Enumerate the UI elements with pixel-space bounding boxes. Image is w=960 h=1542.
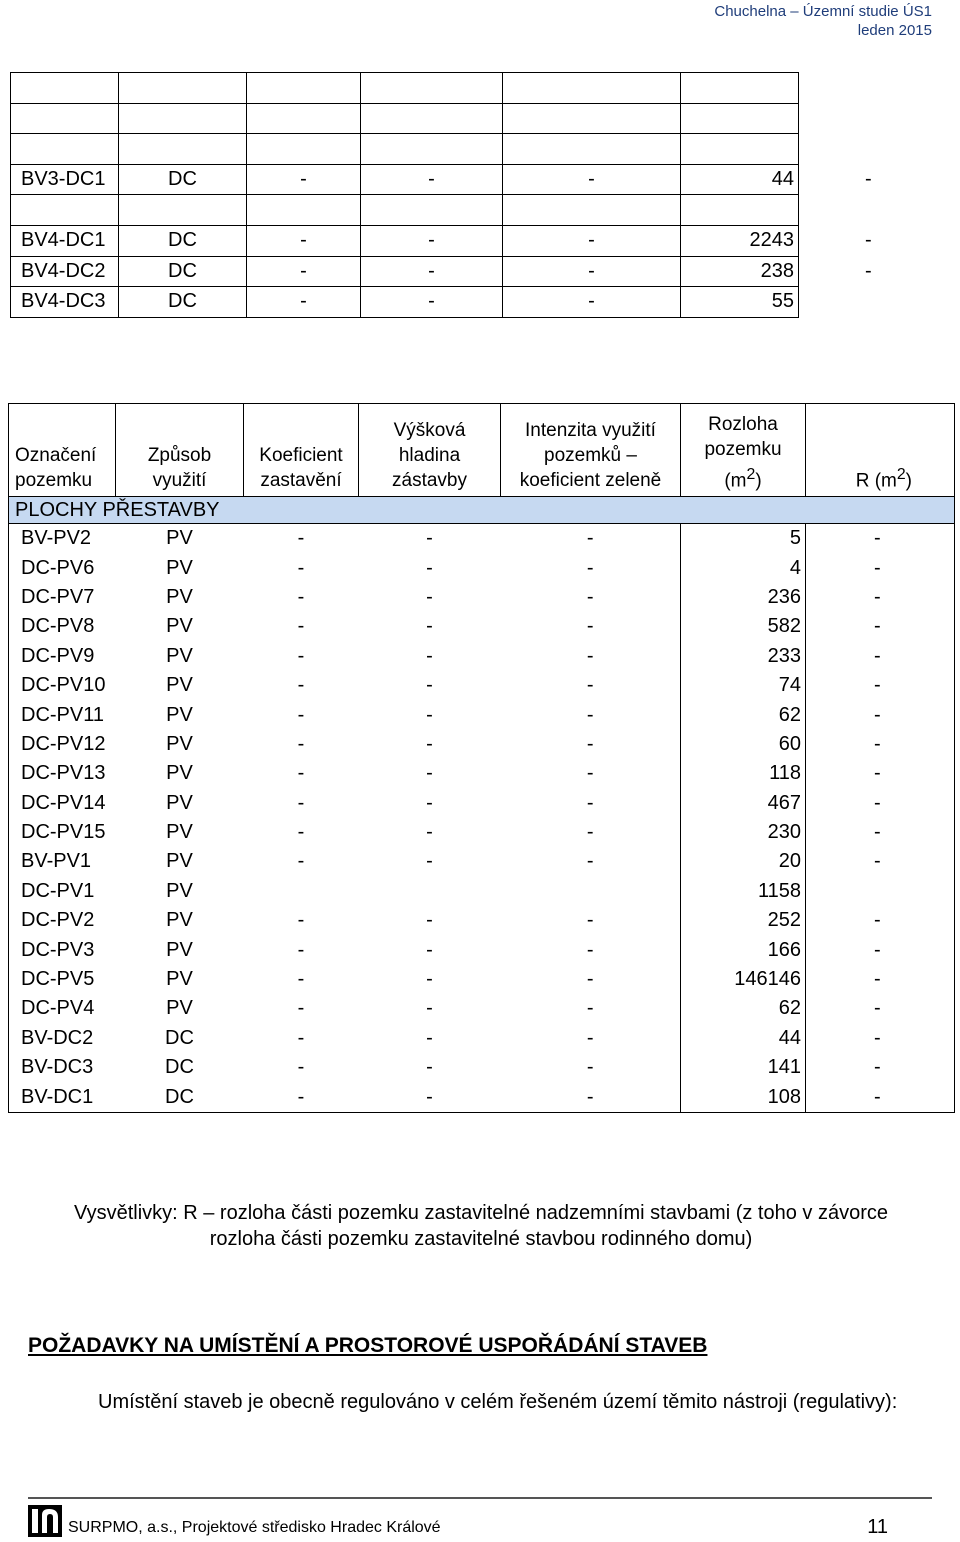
- cell-area: 4: [681, 553, 806, 582]
- page-number: 11: [867, 1516, 888, 1538]
- section-row: [9, 497, 955, 524]
- header-area-sup: 2: [746, 465, 756, 483]
- cell-r: -: [806, 1053, 955, 1082]
- paragraph-text: Umístění staveb je obecně regulováno v celém řešeném území těmito nástroji (regulativy):: [98, 1391, 898, 1413]
- header-height: Výšková hladina zástavby: [359, 404, 501, 497]
- cell-use: PV: [166, 703, 193, 726]
- header-area-label: Rozloha pozemku: [704, 413, 782, 460]
- cell-coef: -: [297, 791, 305, 814]
- cell-code: BV4-DC2: [11, 256, 119, 287]
- cell-height: -: [426, 968, 433, 991]
- cell-r: -: [806, 612, 955, 641]
- cell-r: [799, 73, 948, 104]
- cell-coef: -: [297, 968, 305, 991]
- cell-code: DC-PV2: [9, 906, 116, 935]
- header-code: Označení pozemku: [9, 404, 116, 497]
- cell-code: DC-PV13: [9, 759, 116, 788]
- footer-organization: SURPMO, a.s., Projektové středisko Hradec Králové: [68, 1519, 441, 1536]
- table-row: [9, 789, 955, 818]
- cell-code: BV-PV1: [9, 847, 116, 876]
- cell-height: -: [361, 287, 503, 318]
- cell-coef: -: [247, 225, 361, 256]
- table-row: [9, 965, 955, 994]
- cell-r: -: [806, 642, 955, 671]
- top-plots-table: [10, 72, 948, 318]
- cell-intensity: [503, 103, 681, 134]
- table-row: [11, 256, 948, 287]
- cell-r: -: [806, 994, 955, 1023]
- cell-coef: -: [297, 821, 305, 844]
- cell-coef: [247, 134, 361, 165]
- table-header-row: [9, 404, 955, 497]
- cell-use: PV: [166, 879, 193, 902]
- cell-code: DC-PV11: [9, 700, 116, 729]
- cell-r: -: [865, 259, 872, 282]
- cell-code: [11, 73, 119, 104]
- cell-code: DC-PV6: [9, 553, 116, 582]
- cell-coef: -: [297, 732, 305, 755]
- cell-area: 146146: [681, 965, 806, 994]
- table-row: [11, 195, 948, 226]
- legend-line-2: rozloha části pozemku zastavitelné stavbou rodinného domu): [209, 1228, 753, 1250]
- cell-area: 62: [681, 700, 806, 729]
- cell-height: -: [426, 527, 433, 550]
- cell-code: DC-PV10: [9, 671, 116, 700]
- cell-coef: -: [247, 164, 361, 195]
- cell-intensity: -: [586, 527, 594, 550]
- cell-r: -: [806, 1024, 955, 1053]
- surpmo-logo-icon: [28, 1505, 62, 1537]
- cell-height: -: [426, 732, 433, 755]
- cell-area: 55: [681, 287, 799, 318]
- cell-area: 582: [681, 612, 806, 641]
- header-coef: Koeficient zastavění: [244, 404, 359, 497]
- cell-r: -: [806, 553, 955, 582]
- cell-intensity: [503, 73, 681, 104]
- cell-coef: -: [247, 287, 361, 318]
- header-use: Způsob využití: [116, 404, 244, 497]
- cell-coef: -: [297, 527, 305, 550]
- cell-area: 62: [681, 994, 806, 1023]
- cell-intensity: -: [586, 938, 594, 961]
- cell-area: 108: [681, 1082, 806, 1112]
- legend-line-1: Vysvětlivky: R – rozloha části pozemku zastavitelné nadzemními stavbami (z toho v závorce: [73, 1202, 889, 1224]
- cell-area: 5: [681, 524, 806, 554]
- cell-coef: [247, 73, 361, 104]
- cell-use: PV: [166, 850, 193, 873]
- cell-area: 60: [681, 730, 806, 759]
- cell-code: DC-PV15: [9, 818, 116, 847]
- cell-area: 1158: [681, 877, 806, 906]
- cell-coef: -: [297, 1026, 305, 1049]
- cell-use: PV: [166, 732, 193, 755]
- cell-intensity: -: [586, 1056, 594, 1079]
- cell-area: [681, 73, 799, 104]
- table-row: [9, 612, 955, 641]
- cell-use: DC: [165, 1026, 194, 1049]
- cell-coef: -: [297, 1056, 305, 1079]
- cell-use: PV: [166, 644, 193, 667]
- table-row: [9, 671, 955, 700]
- cell-use: PV: [166, 997, 193, 1020]
- table-row: [11, 73, 948, 104]
- cell-area: 238: [681, 256, 799, 287]
- cell-height: [361, 73, 503, 104]
- cell-area: 141: [681, 1053, 806, 1082]
- cell-intensity: -: [503, 256, 681, 287]
- cell-height: -: [426, 821, 433, 844]
- cell-r: -: [806, 730, 955, 759]
- table-row: [11, 225, 948, 256]
- table-row: [9, 730, 955, 759]
- cell-r: -: [806, 700, 955, 729]
- cell-coef: -: [297, 674, 305, 697]
- cell-use: DC: [119, 287, 247, 318]
- cell-use: [119, 103, 247, 134]
- cell-intensity: -: [586, 556, 594, 579]
- cell-area: 118: [681, 759, 806, 788]
- cell-use: PV: [166, 821, 193, 844]
- cell-code: BV4-DC1: [11, 225, 119, 256]
- cell-area: 230: [681, 818, 806, 847]
- cell-r: -: [806, 789, 955, 818]
- cell-height: -: [426, 1026, 433, 1049]
- table-row: [11, 103, 948, 134]
- table-row: [9, 1053, 955, 1082]
- page-header: [714, 2, 932, 40]
- cell-area: 44: [681, 164, 799, 195]
- cell-use: PV: [166, 615, 193, 638]
- table-row: [9, 553, 955, 582]
- cell-intensity: -: [586, 909, 594, 932]
- cell-coef: -: [297, 938, 305, 961]
- cell-intensity: -: [586, 1026, 594, 1049]
- cell-r: -: [806, 671, 955, 700]
- cell-code: DC-PV5: [9, 965, 116, 994]
- cell-height: -: [426, 556, 433, 579]
- cell-code: BV-DC1: [9, 1082, 116, 1112]
- cell-use: DC: [165, 1056, 194, 1079]
- cell-r: [799, 103, 948, 134]
- cell-r: -: [806, 847, 955, 876]
- cell-code: DC-PV3: [9, 935, 116, 964]
- cell-use: DC: [119, 164, 247, 195]
- table-row: [9, 759, 955, 788]
- cell-intensity: -: [586, 585, 594, 608]
- cell-coef: -: [297, 556, 305, 579]
- cell-height: -: [426, 938, 433, 961]
- cell-height: -: [361, 256, 503, 287]
- header-area: [681, 404, 806, 497]
- table-row: [9, 1024, 955, 1053]
- cell-code: BV3-DC1: [11, 164, 119, 195]
- section-title-cell: PLOCHY PŘESTAVBY: [9, 497, 955, 524]
- cell-coef: -: [247, 256, 361, 287]
- cell-coef: -: [244, 1082, 359, 1112]
- cell-area: 74: [681, 671, 806, 700]
- cell-intensity: [503, 134, 681, 165]
- cell-coef: -: [297, 703, 305, 726]
- table-row: [9, 935, 955, 964]
- cell-intensity: -: [586, 644, 594, 667]
- table-row: [9, 994, 955, 1023]
- cell-use: [119, 73, 247, 104]
- cell-code: DC-PV7: [9, 583, 116, 612]
- cell-intensity: [503, 195, 681, 226]
- cell-r: -: [865, 229, 872, 252]
- cell-height: -: [426, 791, 433, 814]
- cell-code: BV-PV2: [9, 524, 116, 554]
- cell-r: [806, 877, 955, 906]
- cell-use: DC: [119, 256, 247, 287]
- cell-code: BV-DC2: [9, 1024, 116, 1053]
- cell-code: DC-PV8: [9, 612, 116, 641]
- cell-area: [681, 195, 799, 226]
- header-r: [806, 404, 955, 497]
- header-r-close: ): [905, 470, 912, 491]
- cell-use: PV: [166, 791, 193, 814]
- table-row: [9, 524, 955, 554]
- cell-height: -: [426, 997, 433, 1020]
- header-date: leden 2015: [857, 22, 932, 39]
- cell-coef: -: [297, 762, 305, 785]
- cell-area: 2243: [681, 225, 799, 256]
- cell-r: -: [806, 583, 955, 612]
- cell-intensity: -: [586, 850, 594, 873]
- cell-coef: [247, 103, 361, 134]
- cell-intensity: -: [501, 1082, 681, 1112]
- table-row: [9, 847, 955, 876]
- table-row: [9, 877, 955, 906]
- cell-area: [681, 103, 799, 134]
- cell-height: -: [426, 585, 433, 608]
- requirements-paragraph: [28, 1388, 934, 1416]
- cell-r: [799, 287, 948, 318]
- cell-code: DC-PV14: [9, 789, 116, 818]
- cell-area: 467: [681, 789, 806, 818]
- requirements-heading: POŽADAVKY NA UMÍSTĚNÍ A PROSTOROVÉ USPOŘÁDÁNÍ STAVEB: [28, 1334, 708, 1357]
- table-row: [9, 906, 955, 935]
- cell-r: -: [806, 524, 955, 554]
- cell-r: -: [806, 935, 955, 964]
- cell-area: 166: [681, 935, 806, 964]
- cell-area: 20: [681, 847, 806, 876]
- cell-use: PV: [166, 556, 193, 579]
- cell-area: 252: [681, 906, 806, 935]
- cell-height: -: [361, 225, 503, 256]
- cell-coef: -: [297, 997, 305, 1020]
- cell-intensity: -: [586, 674, 594, 697]
- cell-r: -: [806, 1082, 955, 1112]
- header-r-label: R (m: [855, 470, 897, 491]
- conversion-plots-table: [8, 403, 955, 1113]
- cell-area: 44: [681, 1024, 806, 1053]
- cell-intensity: -: [586, 703, 594, 726]
- cell-coef: -: [297, 615, 305, 638]
- cell-r: -: [806, 965, 955, 994]
- header-area-close: ): [755, 470, 762, 491]
- cell-use: DC: [116, 1082, 244, 1112]
- cell-coef: -: [297, 585, 305, 608]
- cell-area: [681, 134, 799, 165]
- cell-height: [361, 195, 503, 226]
- cell-code: BV-DC3: [9, 1053, 116, 1082]
- cell-r: -: [806, 906, 955, 935]
- cell-height: [361, 103, 503, 134]
- cell-use: PV: [166, 938, 193, 961]
- cell-intensity: [501, 877, 681, 906]
- header-intensity: Intenzita využití pozemků – koeficient zeleně: [501, 404, 681, 497]
- cell-r: -: [806, 818, 955, 847]
- cell-code: DC-PV9: [9, 642, 116, 671]
- cell-code: [11, 103, 119, 134]
- cell-coef: [247, 195, 361, 226]
- cell-area: 233: [681, 642, 806, 671]
- cell-code: DC-PV4: [9, 994, 116, 1023]
- cell-height: -: [426, 850, 433, 873]
- cell-height: -: [426, 615, 433, 638]
- cell-use: PV: [166, 585, 193, 608]
- cell-height: -: [426, 909, 433, 932]
- cell-code: DC-PV12: [9, 730, 116, 759]
- cell-use: PV: [166, 527, 193, 550]
- header-r-sup: 2: [896, 465, 906, 483]
- cell-intensity: -: [586, 732, 594, 755]
- cell-area: 236: [681, 583, 806, 612]
- cell-code: BV4-DC3: [11, 287, 119, 318]
- cell-r: -: [865, 168, 872, 191]
- cell-height: [359, 877, 501, 906]
- cell-height: -: [426, 762, 433, 785]
- header-title: Chuchelna – Územní studie ÚS1: [714, 3, 932, 20]
- cell-use: PV: [166, 909, 193, 932]
- cell-height: -: [359, 1082, 501, 1112]
- cell-intensity: -: [503, 225, 681, 256]
- cell-use: PV: [166, 762, 193, 785]
- table-row: [9, 642, 955, 671]
- cell-height: -: [426, 644, 433, 667]
- table-row: [9, 1082, 955, 1112]
- cell-intensity: -: [586, 762, 594, 785]
- table-row: [9, 818, 955, 847]
- cell-use: [119, 195, 247, 226]
- footer-divider: [28, 1497, 932, 1499]
- cell-r: [799, 134, 948, 165]
- table-row: [11, 164, 948, 195]
- cell-intensity: -: [586, 968, 594, 991]
- cell-code: [11, 134, 119, 165]
- cell-height: -: [426, 1056, 433, 1079]
- cell-intensity: -: [586, 615, 594, 638]
- cell-code: [11, 195, 119, 226]
- cell-coef: -: [297, 644, 305, 667]
- cell-intensity: -: [503, 287, 681, 318]
- cell-height: -: [426, 674, 433, 697]
- cell-r: -: [806, 759, 955, 788]
- cell-intensity: -: [586, 791, 594, 814]
- cell-coef: -: [297, 850, 305, 873]
- cell-r: [799, 195, 948, 226]
- cell-use: DC: [119, 225, 247, 256]
- table-row: [9, 700, 955, 729]
- cell-height: [361, 134, 503, 165]
- cell-intensity: -: [586, 997, 594, 1020]
- cell-coef: [244, 877, 359, 906]
- cell-height: -: [426, 703, 433, 726]
- cell-intensity: -: [586, 821, 594, 844]
- cell-code: DC-PV1: [9, 877, 116, 906]
- cell-intensity: -: [503, 164, 681, 195]
- table-row: [9, 583, 955, 612]
- header-area-unit: (m: [724, 470, 747, 491]
- cell-height: -: [361, 164, 503, 195]
- table-row: [11, 134, 948, 165]
- cell-coef: -: [297, 909, 305, 932]
- table-row: [11, 287, 948, 318]
- cell-use: PV: [166, 968, 193, 991]
- cell-use: [119, 134, 247, 165]
- legend: [28, 1200, 934, 1252]
- cell-use: PV: [166, 674, 193, 697]
